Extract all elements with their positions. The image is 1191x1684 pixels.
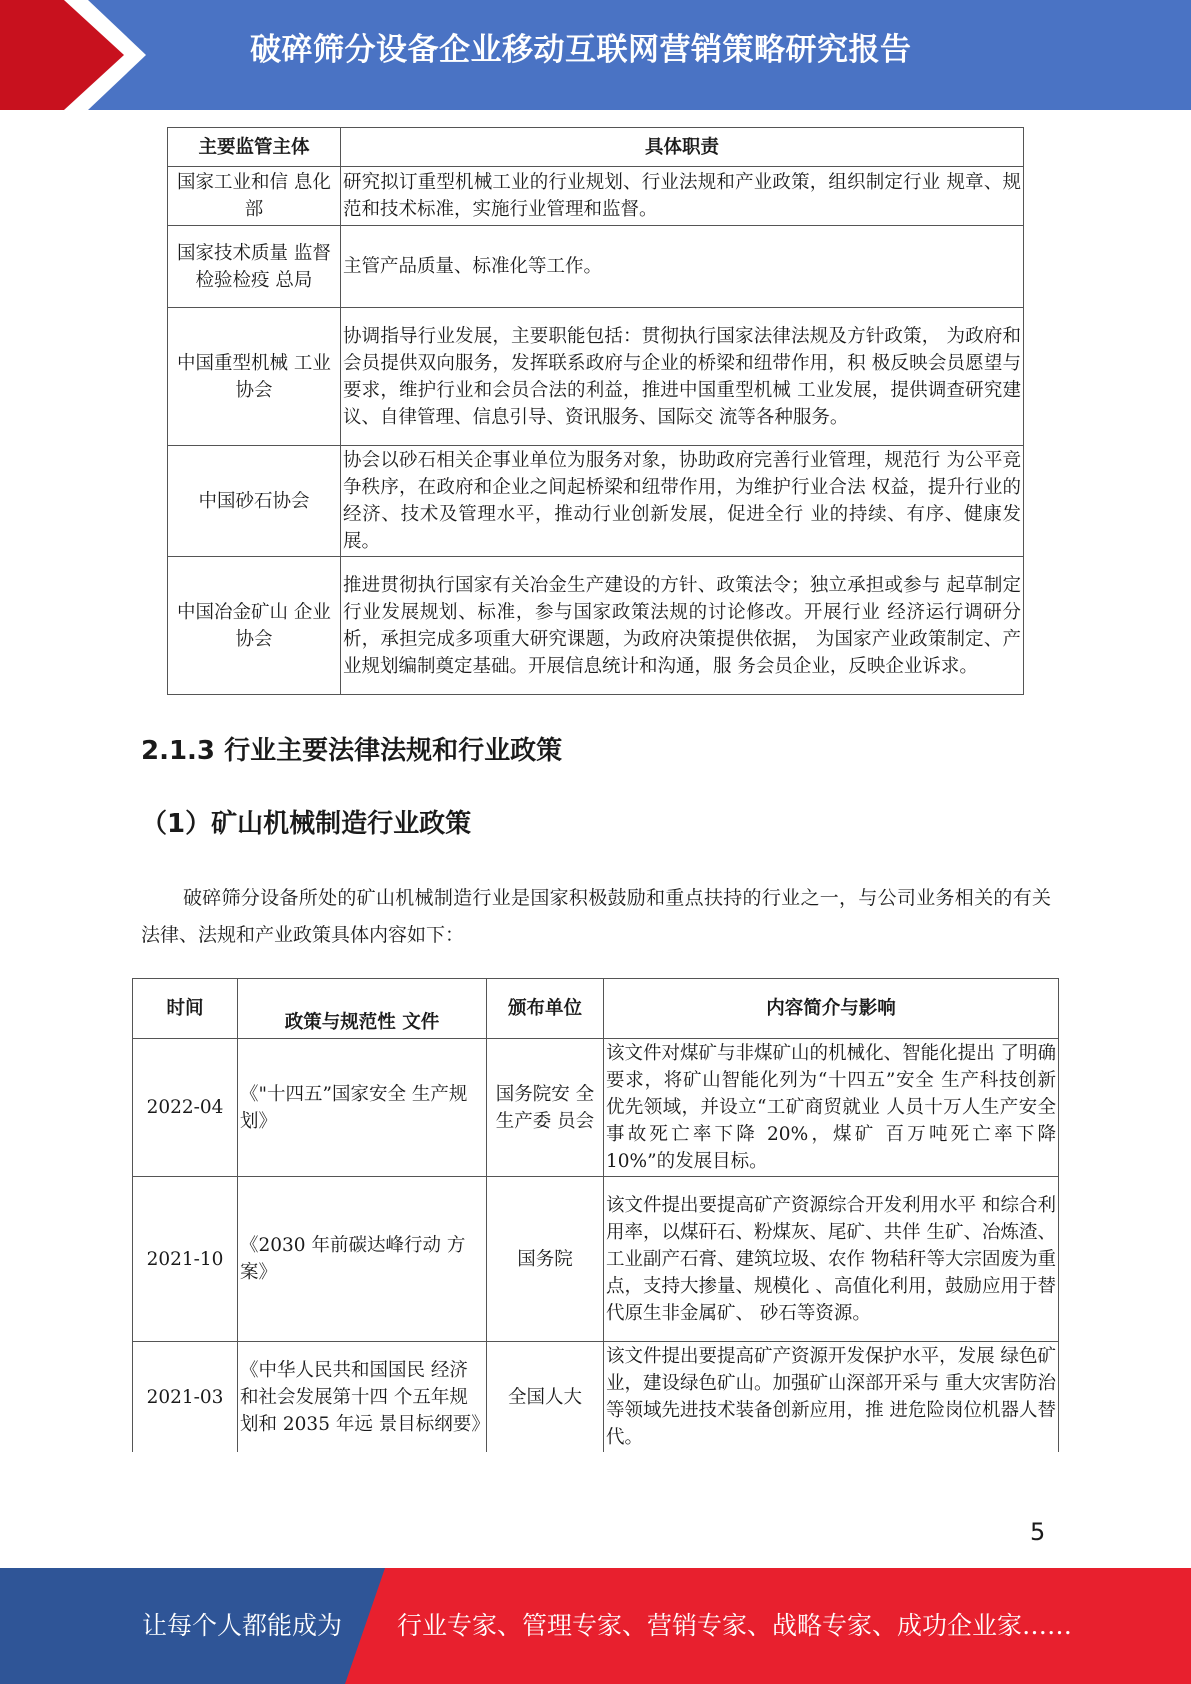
table-row: [133, 1039, 1059, 1177]
table-header-row: [168, 128, 1024, 167]
page-header: [0, 0, 1191, 110]
regulator-name: 国家技术质量 监督检验检疫 总局: [168, 226, 341, 308]
policy-summary: 该文件对煤矿与非煤矿山的机械化、智能化提出 了明确要求，将矿山智能化列为“十四五”安全 生产科技创新优先领域，并设立“工矿商贸就业 人员十万人生产安全事故死亡率下降 20%，煤矿 百万吨死亡率下降 10%”的发展目标。: [604, 1039, 1059, 1177]
column-header: 颁布单位: [487, 979, 604, 1039]
report-title: 破碎筛分设备企业移动互联网营销策略研究报告: [250, 32, 912, 68]
table-row: [133, 1177, 1059, 1342]
table-header-row: [133, 979, 1059, 1039]
column-header: 主要监管主体: [168, 128, 341, 167]
subsection-heading: （1）矿山机械制造行业政策: [141, 809, 472, 839]
policy-summary: 该文件提出要提高矿产资源开发保护水平，发展 绿色矿业，建设绿色矿山。加强矿山深部开采与 重大灾害防治等领域先进技术装备创新应用，推 进危险岗位机器人替代。: [604, 1342, 1059, 1453]
column-header: 具体职责: [341, 128, 1024, 167]
table-row: [168, 557, 1024, 695]
policy-issuer: 国务院安 全生产委 员会: [487, 1039, 604, 1177]
table-row: [168, 167, 1024, 226]
regulator-name: 中国砂石协会: [168, 446, 341, 557]
regulator-duty: 协调指导行业发展，主要职能包括：贯彻执行国家法律法规及方针政策， 为政府和会员提供双向服务，发挥联系政府与企业的桥梁和纽带作用，积 极反映会员愿望与要求，维护行业和会员合法的利益，推进中国重型机械 工业发展，提供调查研究建议、自律管理、信息引导、资讯服务、国际交 流等各种服务。: [341, 308, 1024, 446]
policy-name: 《中华人民共和国国民 经济和社会发展第十四 个五年规划和 2035 年远 景目标纲要》: [238, 1342, 487, 1453]
table-row: [168, 446, 1024, 557]
column-header: 时间: [133, 979, 238, 1039]
regulator-name: 中国冶金矿山 企业协会: [168, 557, 341, 695]
policy-date: 2021-10: [133, 1177, 238, 1342]
policy-table: [132, 978, 1059, 1452]
page-footer: [0, 1568, 1191, 1684]
policy-summary: 该文件提出要提高矿产资源综合开发利用水平 和综合利用率，以煤矸石、粉煤灰、尾矿、共伴 生矿、冶炼渣、工业副产石膏、建筑垃圾、农作 物秸秆等大宗固废为重点，支持大掺量、规模化 、高值化利用，鼓励应用于替代原生非金属矿、 砂石等资源。: [604, 1177, 1059, 1342]
table-row: [168, 308, 1024, 446]
policy-name: 《2030 年前碳达峰行动 方案》: [238, 1177, 487, 1342]
regulator-duty: 研究拟订重型机械工业的行业规划、行业法规和产业政策，组织制定行业 规章、规范和技术标准，实施行业管理和监督。: [341, 167, 1024, 226]
section-heading: 2.1.3 行业主要法律法规和行业政策: [141, 736, 563, 766]
table-row: [133, 1342, 1059, 1453]
column-header: 政策与规范性 文件: [238, 979, 487, 1039]
policy-issuer: 国务院: [487, 1177, 604, 1342]
footer-slogan-right: 行业专家、管理专家、营销专家、战略专家、成功企业家……: [397, 1611, 1073, 1640]
policy-name: 《"十四五”国家安全 生产规划》: [238, 1039, 487, 1177]
table-row: [168, 226, 1024, 308]
regulator-duty: 推进贯彻执行国家有关冶金生产建设的方针、政策法令；独立承担或参与 起草制定行业发展规划、标准，参与国家政策法规的讨论修改。开展行业 经济运行调研分析，承担完成多项重大研究课题，为政府决策提供依据， 为国家产业政策制定、产业规划编制奠定基础。开展信息统计和沟通，服 务会员企业，反映企业诉求。: [341, 557, 1024, 695]
regulator-name: 国家工业和信 息化部: [168, 167, 341, 226]
policy-date: 2022-04: [133, 1039, 238, 1177]
regulator-table: [167, 127, 1024, 695]
column-header: 内容简介与影响: [604, 979, 1059, 1039]
footer-slogan-left: 让每个人都能成为: [142, 1611, 343, 1640]
policy-date: 2021-03: [133, 1342, 238, 1453]
regulator-name: 中国重型机械 工业协会: [168, 308, 341, 446]
policy-issuer: 全国人大: [487, 1342, 604, 1453]
body-paragraph: 破碎筛分设备所处的矿山机械制造行业是国家积极鼓励和重点扶持的行业之一，与公司业务相关的有关法律、法规和产业政策具体内容如下：: [141, 887, 1051, 946]
header-arrow-decoration: [0, 0, 160, 110]
regulator-duty: 协会以砂石相关企事业单位为服务对象，协助政府完善行业管理，规范行 为公平竞争秩序，在政府和企业之间起桥梁和纽带作用，为维护行业合法 权益，提升行业的经济、技术及管理水平，推动行业创新发展，促进全行 业的持续、有序、健康发展。: [341, 446, 1024, 557]
regulator-duty: 主管产品质量、标准化等工作。: [341, 226, 1024, 308]
page-number: 5: [1030, 1518, 1046, 1546]
